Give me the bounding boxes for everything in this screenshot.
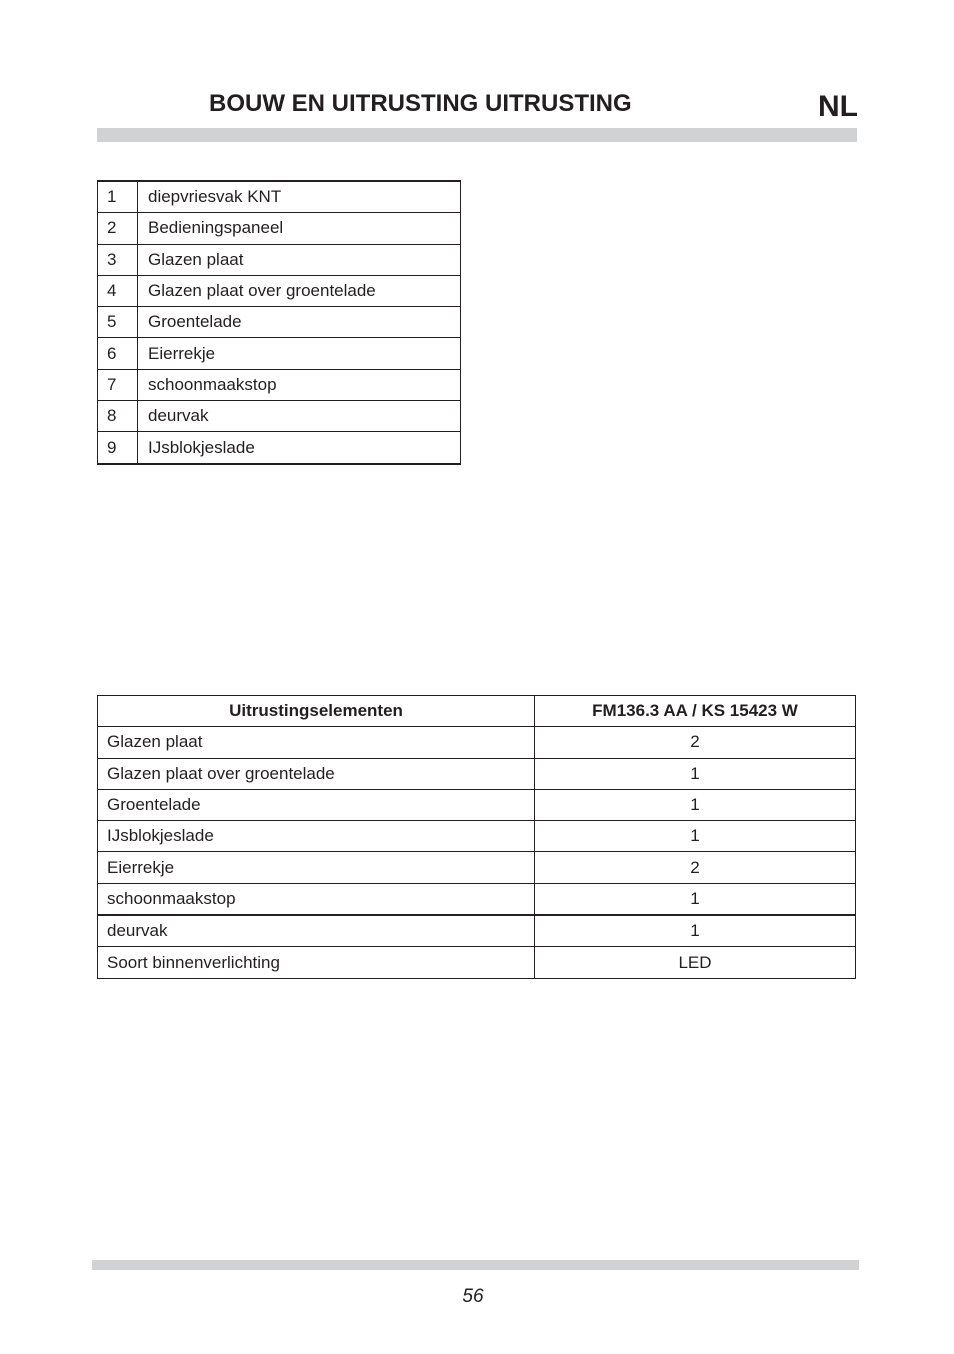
legend-label: deurvak <box>138 401 461 432</box>
equipment-item: deurvak <box>98 915 535 947</box>
legend-label: Bedieningspaneel <box>138 213 461 244</box>
table-row <box>98 852 856 883</box>
table-header-row <box>98 696 856 727</box>
equipment-quantity: 1 <box>535 758 856 789</box>
legend-label: schoonmaakstop <box>138 369 461 400</box>
equipment-quantity: 1 <box>535 915 856 947</box>
equipment-quantity: 1 <box>535 883 856 915</box>
legend-number: 5 <box>98 307 138 338</box>
equipment-item: Soort binnenverlichting <box>98 947 535 978</box>
header-divider <box>97 128 857 142</box>
page-title: BOUW EN UITRUSTING UITRUSTING <box>209 90 632 117</box>
equipment-table <box>97 695 856 979</box>
table-row <box>98 789 856 820</box>
legend-number: 6 <box>98 338 138 369</box>
column-header-equipment: Uitrustingselementen <box>98 696 535 727</box>
table-row <box>98 883 856 915</box>
legend-label: Glazen plaat <box>138 244 461 275</box>
table-row <box>98 821 856 852</box>
table-row <box>98 401 461 432</box>
legend-number: 9 <box>98 432 138 464</box>
table-row <box>98 181 461 213</box>
table-row <box>98 947 856 978</box>
parts-legend-table <box>97 180 461 465</box>
column-header-model: FM136.3 AA / KS 15423 W <box>535 696 856 727</box>
page-number: 56 <box>462 1286 484 1307</box>
table-row <box>98 915 856 947</box>
table-row <box>98 307 461 338</box>
legend-label: diepvriesvak KNT <box>138 181 461 213</box>
equipment-item: schoonmaakstop <box>98 883 535 915</box>
table-row <box>98 275 461 306</box>
legend-label: Eierrekje <box>138 338 461 369</box>
equipment-item: Glazen plaat over groentelade <box>98 758 535 789</box>
footer-divider <box>92 1260 859 1270</box>
table-row <box>98 758 856 789</box>
legend-number: 7 <box>98 369 138 400</box>
table-row <box>98 727 856 758</box>
language-code: NL <box>818 90 858 123</box>
equipment-item: Eierrekje <box>98 852 535 883</box>
table-row <box>98 338 461 369</box>
table-row <box>98 213 461 244</box>
equipment-item: IJsblokjeslade <box>98 821 535 852</box>
legend-number: 3 <box>98 244 138 275</box>
equipment-item: Groentelade <box>98 789 535 820</box>
legend-label: IJsblokjeslade <box>138 432 461 464</box>
equipment-quantity: LED <box>535 947 856 978</box>
legend-number: 2 <box>98 213 138 244</box>
legend-number: 8 <box>98 401 138 432</box>
equipment-quantity: 2 <box>535 727 856 758</box>
table-row <box>98 432 461 464</box>
legend-number: 1 <box>98 181 138 213</box>
legend-number: 4 <box>98 275 138 306</box>
table-row <box>98 244 461 275</box>
legend-label: Glazen plaat over groentelade <box>138 275 461 306</box>
equipment-quantity: 2 <box>535 852 856 883</box>
equipment-quantity: 1 <box>535 821 856 852</box>
equipment-quantity: 1 <box>535 789 856 820</box>
table-row <box>98 369 461 400</box>
legend-label: Groentelade <box>138 307 461 338</box>
equipment-item: Glazen plaat <box>98 727 535 758</box>
